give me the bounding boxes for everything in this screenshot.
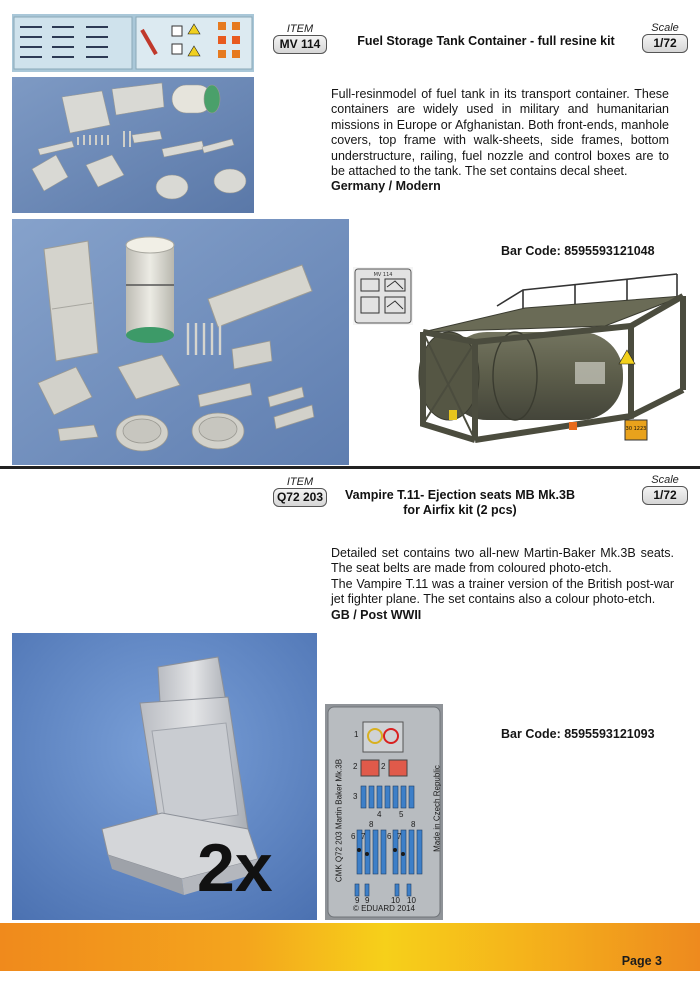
part-number: 8 xyxy=(369,820,374,829)
part-number: 6 xyxy=(351,832,356,841)
part-number: 9 xyxy=(355,896,360,905)
part-number: 4 xyxy=(377,810,382,819)
product-title-line: Vampire T.11- Ejection seats MB Mk.3B xyxy=(345,488,575,502)
fret-text-right: Made in Czech Republic xyxy=(432,765,442,852)
decal-sheet-photo xyxy=(12,14,254,72)
page-number: Page 3 xyxy=(621,954,662,968)
item-tag xyxy=(273,476,327,507)
photo-etch-fret xyxy=(353,267,413,325)
part-number: 6 xyxy=(387,832,392,841)
part-number: 8 xyxy=(411,820,416,829)
part-number: 5 xyxy=(399,810,404,819)
part-number: 7 xyxy=(361,832,366,841)
product-description xyxy=(331,546,674,623)
resin-parts-large-photo xyxy=(12,219,349,465)
item-caption: ITEM xyxy=(286,476,314,488)
product-title: Fuel Storage Tank Container - full resine kit xyxy=(357,34,615,48)
item-tag xyxy=(273,23,327,54)
part-number: 1 xyxy=(354,730,359,739)
item-code: MV 114 xyxy=(273,35,327,54)
part-number: 7 xyxy=(397,832,402,841)
description-paragraph: Full-resinmodel of fuel tank in its transport container. These containers are widely used in military and humanitarian missions in Europe or Afghanistan. Both front-ends, manhole covers, top frame with walk-sheets, side frames, bottom understructure, railing, fuel nozzle and control boxes are to be attached to the tank. The set contains decal sheet. xyxy=(331,87,669,179)
product-description xyxy=(331,87,669,195)
item-caption: ITEM xyxy=(286,23,314,35)
description-paragraph: Detailed set contains two all-new Martin-Baker Mk.3B seats. The seat belts are made from coloured photo-etch. xyxy=(331,546,674,576)
barcode-label: Bar Code: 8595593121048 xyxy=(501,244,655,258)
section-divider xyxy=(0,466,700,469)
resin-parts-photo xyxy=(12,77,254,213)
item-code: Q72 203 xyxy=(273,488,327,507)
scale-caption: Scale xyxy=(651,474,679,486)
product-title-line: for Airfix kit (2 pcs) xyxy=(403,503,517,517)
product-title xyxy=(330,488,590,518)
scale-caption: Scale xyxy=(651,22,679,34)
ejection-seat-photo xyxy=(12,633,317,920)
part-number: 10 xyxy=(391,896,400,905)
region-label: Germany / Modern xyxy=(331,179,441,194)
part-number: 2 xyxy=(381,762,386,771)
tank-container-render xyxy=(405,270,693,448)
seat-photo-etch-fret xyxy=(325,704,443,920)
footer-gradient-band xyxy=(0,923,700,971)
part-number: 2 xyxy=(353,762,358,771)
etch-label: MV 114 xyxy=(373,272,393,278)
part-number: 9 xyxy=(365,896,370,905)
fret-text-left: CMK Q72 203 Martin Baker Mk.3B xyxy=(334,758,344,883)
region-label: GB / Post WWII xyxy=(331,607,422,622)
scale-tag xyxy=(642,22,688,53)
part-number: 3 xyxy=(353,792,358,801)
fret-text-bottom: © EDUARD 2014 xyxy=(353,904,415,913)
description-paragraph: The Vampire T.11 was a trainer version of the British post-war jet fighter plane. The set contains also a colour photo-etch. xyxy=(331,576,674,607)
scale-tag xyxy=(642,474,688,505)
scale-value: 1/72 xyxy=(642,486,688,505)
scale-value: 1/72 xyxy=(642,34,688,53)
barcode-label: Bar Code: 8595593121093 xyxy=(501,727,655,741)
tank-marking: 30 1223 xyxy=(625,426,647,432)
quantity-badge: 2x xyxy=(197,830,273,906)
part-number: 10 xyxy=(407,896,416,905)
